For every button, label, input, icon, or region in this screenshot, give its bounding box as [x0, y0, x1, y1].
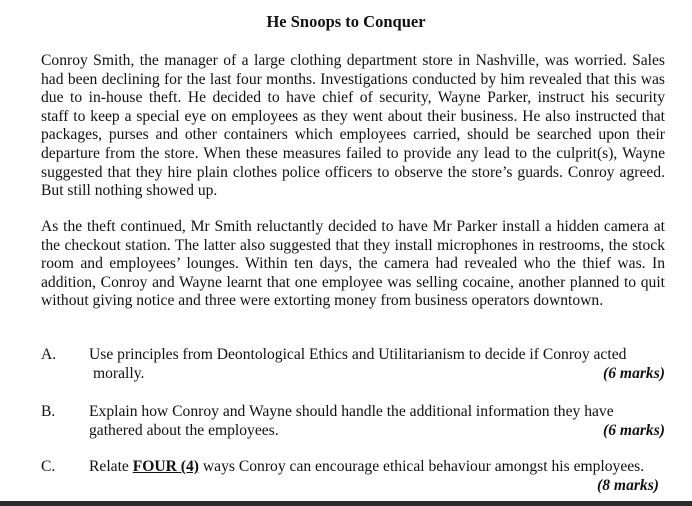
question-body [89, 403, 665, 440]
paragraph-line: staff to keep a special eye on employees as they went about their business. He also instructed that [41, 107, 665, 125]
paragraph-line: the checkout station. The latter also suggested that they install microphones in restrooms, the stock [41, 236, 665, 254]
question-marks: (8 marks) [597, 476, 659, 494]
question-text: gathered about the employees. [89, 421, 279, 439]
case-paragraph-1 [41, 52, 665, 201]
question-text: Use principles from Deontological Ethics and Utilitarianism to decide if Conroy acted [89, 346, 627, 363]
question-letter: C. [41, 458, 56, 475]
question-text-suffix: ways Conroy can encourage ethical behaviour amongst his employees. [199, 458, 645, 475]
question-text: Explain how Conroy and Wayne should handle the additional information they have [89, 403, 614, 420]
question-text [89, 458, 665, 477]
paragraph-line: But still nothing showed up. [41, 182, 218, 200]
paragraph-line: addition, Conroy and Wayne learnt that one employee was selling cocaine, another planned to quit [41, 273, 665, 291]
paragraph-line: As the theft continued, Mr Smith reluctantly decided to have Mr Parker install a hidden camera at [41, 218, 665, 235]
paragraph-line: departure from the store. When these measures failed to provide any lead to the culprit(s), Wayne [41, 144, 665, 162]
question-text-continued [89, 365, 665, 384]
question-body [89, 458, 665, 495]
question-letter: B. [41, 403, 56, 420]
question-marks: (6 marks) [603, 364, 665, 382]
case-paragraph-2 [41, 218, 665, 311]
case-title: He Snoops to Conquer [266, 12, 426, 31]
page-bottom-rule [0, 501, 692, 506]
paragraph-line: Conroy Smith, the manager of a large clothing department store in Nashville, was worried. Sales [41, 52, 665, 69]
paragraph-line: had been declining for the last four months. Investigations conducted by him revealed that this was [41, 70, 665, 88]
question-body [89, 346, 665, 383]
paragraph-line: suggested that they hire plain clothes police officers to observe the store’s guards. Conroy agreed. [41, 163, 665, 181]
paragraph-line: packages, purses and other containers which employees carried, should be searched upon their [41, 126, 665, 144]
question-count-emphasis: FOUR (4) [132, 458, 199, 475]
question-text-continued [89, 422, 665, 441]
paragraph-line: room and employees’ lounges. Within ten days, the camera had revealed who the thief was. In [41, 255, 665, 273]
question-text-prefix: Relate [89, 458, 133, 475]
question-text: morally. [93, 364, 145, 382]
question-letter: A. [41, 346, 57, 363]
question-marks: (6 marks) [603, 421, 665, 439]
paragraph-line: without giving notice and three were extorting money from business operators downtown. [41, 292, 604, 310]
paragraph-line: due to in-house theft. He decided to have chief of security, Wayne Parker, instruct his security [41, 89, 665, 107]
